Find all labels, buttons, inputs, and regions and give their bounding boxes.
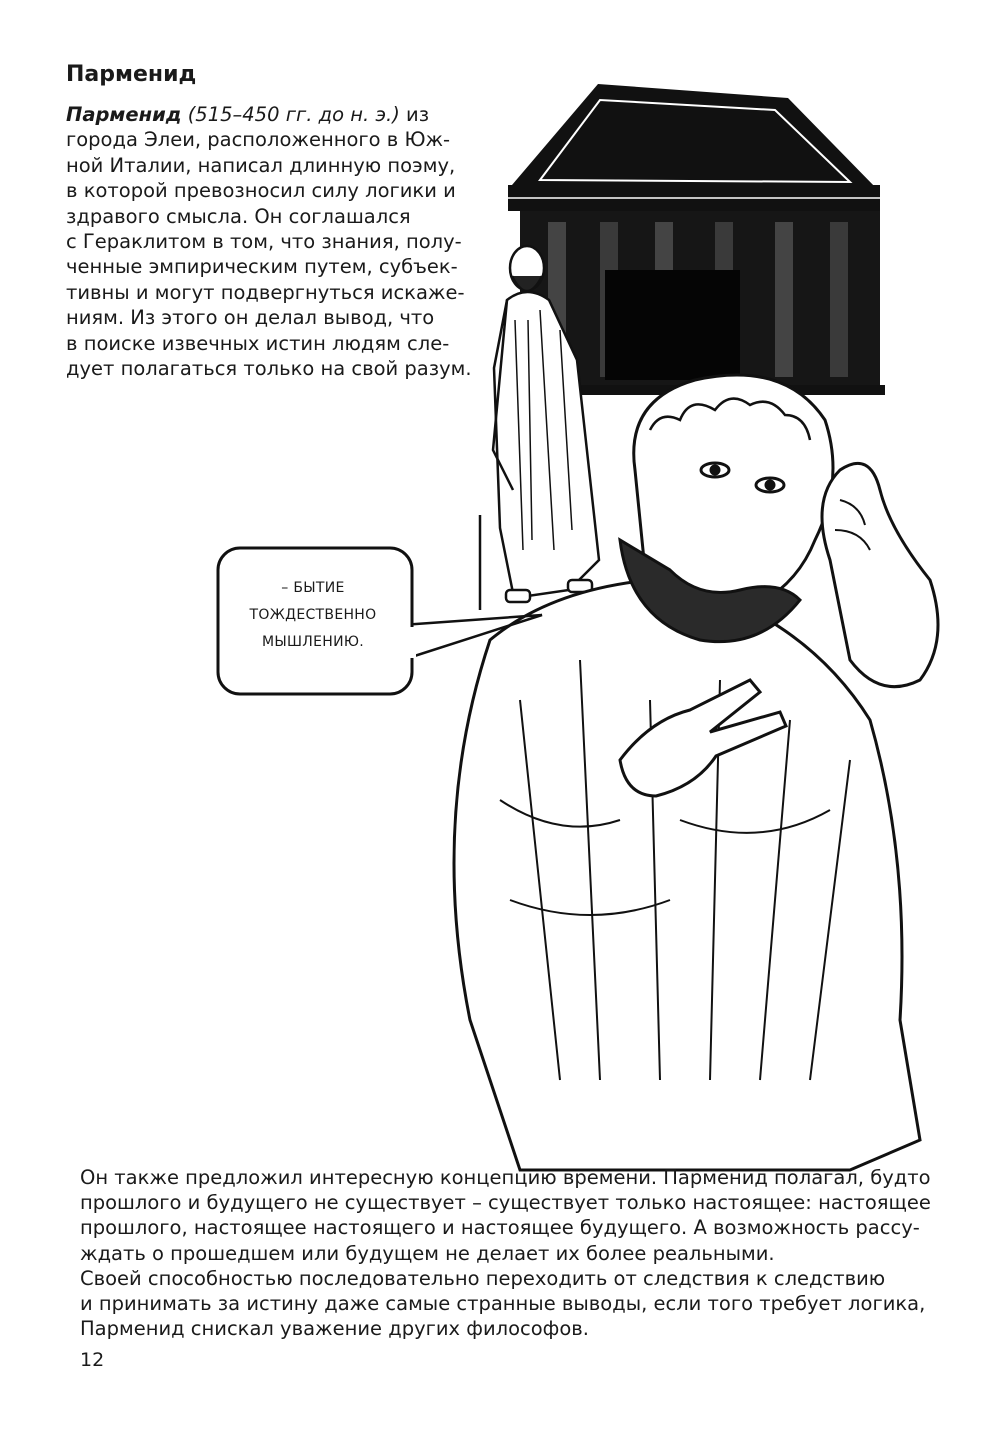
body-line: и принимать за истину даже самые странные выводы, если того требует логика,: [80, 1292, 926, 1316]
intro-lead-name: Парменид: [66, 103, 182, 126]
intro-line: тивны и могут подвергнуться искаже-: [66, 280, 465, 304]
intro-line: здравого смысла. Он соглашался: [66, 204, 411, 228]
speech-bubble-text: [228, 575, 398, 656]
page-number: 12: [80, 1349, 105, 1371]
body-line: Парменид снискал уважение других философов.: [80, 1317, 589, 1341]
intro-line: с Гераклитом в том, что знания, полу-: [66, 230, 462, 254]
intro-line: ниям. Из этого он делал вывод, что: [66, 306, 435, 330]
intro-line: ной Италии, написал длинную поэму,: [66, 153, 456, 177]
body-paragraph: [80, 1165, 930, 1341]
speech-line: ТОЖДЕСТВЕННО: [249, 607, 377, 623]
intro-lead-dates: (515–450 гг. до н. э.): [187, 103, 400, 126]
intro-line: в поиске извечных истин людям сле-: [66, 331, 450, 355]
page-title: Парменид: [66, 62, 197, 87]
intro-line: ченные эмпирическим путем, субъек-: [66, 255, 458, 279]
intro-line: города Элеи, расположенного в Юж-: [66, 128, 451, 152]
body-line: прошлого, настоящее настоящего и настоящее будущего. А возможность рассу-: [80, 1216, 920, 1240]
speech-line: – БЫТИЕ: [281, 580, 345, 596]
body-line: Своей способностью последовательно переходить от следствия к следствию: [80, 1266, 886, 1290]
body-line: ждать о прошедшем или будущем не делает их более реальными.: [80, 1241, 775, 1265]
intro-line-1-rest: из: [399, 103, 430, 126]
body-line: прошлого и будущего не существует – существует только настоящее: настоящее: [80, 1191, 931, 1215]
body-line: Он также предложил интересную концепцию времени. Парменид полагал, будто: [80, 1166, 931, 1189]
speech-line: МЫШЛЕНИЮ.: [261, 634, 365, 650]
intro-line: в которой превозносил силу логики и: [66, 179, 456, 203]
intro-line: дует полагаться только на свой разум.: [66, 357, 472, 381]
